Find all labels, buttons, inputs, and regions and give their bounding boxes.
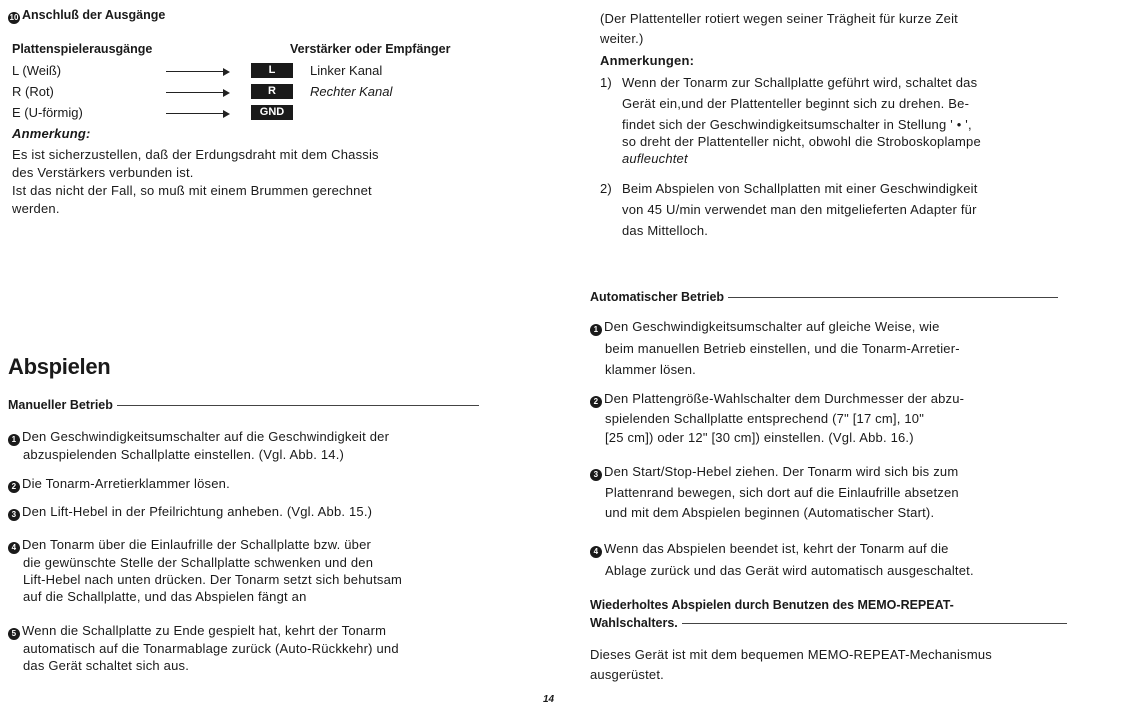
note-label: Anmerkung: [12,126,91,141]
note-line: Ist das nicht der Fall, so muß mit einem Brummen gerechnet [12,183,372,198]
repeat-line: ausgerüstet. [590,667,664,682]
manual-step-1: 1 Den Geschwindigkeitsumschalter auf die Geschwindigkeit der abzuspielenden Schallplatte einstellen. (Vgl. Abb. 14.) [8,428,389,463]
repeat-heading: Wiederholtes Abspielen durch Benutzen des MEMO-REPEAT- [590,598,954,612]
auto-step-1: 1 Den Geschwindigkeitsumschalter auf gleiche Weise, wie beim manuellen Betrieb einstellen, und die Tonarm-Arretier- klammer lösen. [590,318,960,378]
terminal-tag-r: R [251,84,293,99]
step-number-badge: 3 [8,509,20,521]
manual-step-5: 5 Wenn die Schallplatte zu Ende gespielt hat, kehrt der Tonarm automatisch auf die Tonarmablage zurück (Auto-Rückkehr) und das Gerät schaltet sich aus. [8,622,399,674]
note-line: des Verstärkers verbunden ist. [12,165,194,180]
repeat-line: Dieses Gerät ist mit dem bequemen MEMO-REPEAT-Mechanismus [590,647,993,662]
connection-row-r: R (Rot) R Rechter Kanal [12,84,393,99]
heading-rule [682,623,1067,624]
arrow-right-icon [166,92,228,93]
repeat-heading-line2: Wahlschalters. [590,616,1100,630]
manual-step-2: 2 Die Tonarm-Arretierklammer lösen. [8,475,230,493]
manual-heading: Manueller Betrieb [8,398,518,412]
auto-heading: Automatischer Betrieb [590,290,1100,304]
arrow-right-icon [166,113,228,114]
notes-label: Anmerkungen: [600,53,695,68]
connection-heading: 10 Anschluß der Ausgänge [9,8,166,22]
note-line: Es ist sicherzustellen, daß der Erdungsdraht mit dem Chassis [12,147,379,162]
step-number-badge: 2 [590,396,602,408]
connection-row-e: E (U-förmig) GND [8,105,508,122]
step-number-badge: 4 [590,546,602,558]
section-title-abspielen: Abspielen [8,354,111,379]
note-line: werden. [12,201,60,216]
arrow-right-icon [166,71,228,72]
heading-rule [117,405,479,406]
heading-rule [728,297,1058,298]
step-number-badge: 5 [8,628,20,640]
step-number-badge: 10 [9,13,19,22]
step-number-badge: 1 [8,434,20,446]
terminal-tag-l: L [251,63,293,78]
manual-step-3: 3 Den Lift-Hebel in der Pfeilrichtung anheben. (Vgl. Abb. 15.) [8,503,372,521]
step-number-badge: 4 [8,542,20,554]
terminal-tag-gnd: GND [251,105,293,120]
step-number-badge: 1 [590,324,602,336]
note-2: 2) Beim Abspielen von Schallplatten mit einer Geschwindigkeit von 45 U/min verwendet man den mitgelieferten Adapter für das Mittelloch. [600,181,978,238]
connection-row-l: L (Weiß) L Linker Kanal [12,63,383,78]
step-number-badge: 3 [590,469,602,481]
manual-step-4: 4 Den Tonarm über die Einlaufrille der Schallplatte bzw. über die gewünschte Stelle der Schallplatte schwenken und den Lift-Hebel nach unten drücken. Der Tonarm setzt sich behutsam auf die Schallplatte, und das Abspielen fängt an [8,536,402,605]
step-number-badge: 2 [8,481,20,493]
auto-step-2: 2 Den Plattengröße-Wahlschalter dem Durchmesser der abzu- spielenden Schallplatte entsprechend (7" [17 cm], 10" [25 cm]) oder 12" [30 cm]) einstellen. (Vgl. Abb. 16.) [590,390,964,446]
note-1: 1) Wenn der Tonarm zur Schallplatte geführt wird, schaltet das Gerät ein,und der Plattenteller beginnt sich zu drehen. Be- findet sich der Geschwindigkeitsumschalter in Stellung ' • ', so dreht der Plattenteller nicht, obwohl die Stroboskoplampe aufleuchtet [600,75,981,166]
top-line: (Der Plattenteller rotiert wegen seiner Trägheit für kurze Zeit [600,11,958,26]
page-number: 14 [543,694,555,705]
auto-step-3: 3 Den Start/Stop-Hebel ziehen. Der Tonarm wird sich bis zum Plattenrand bewegen, sich dort auf die Einlaufrille absetzen und mit dem Abspielen beginnen (Automatischer Start). [590,463,959,521]
col-header-right: Verstärker oder Empfänger [290,42,451,56]
auto-step-4: 4 Wenn das Abspielen beendet ist, kehrt der Tonarm auf die Ablage zurück und das Gerät wird automatisch ausgeschaltet. [590,540,974,579]
top-line: weiter.) [600,31,644,46]
col-header-left: Plattenspielerausgänge [12,42,153,56]
